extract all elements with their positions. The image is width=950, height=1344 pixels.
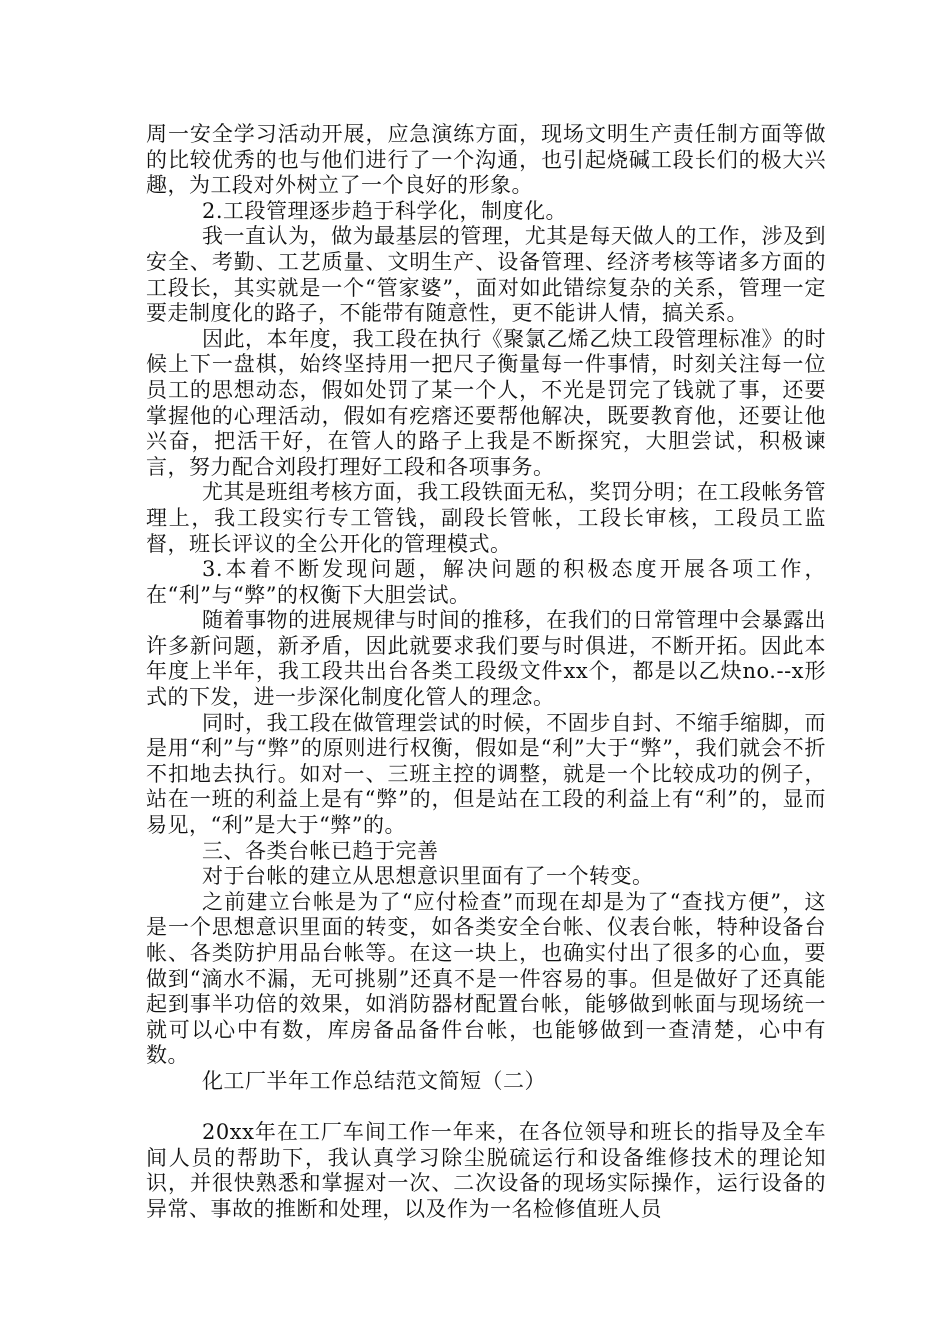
paragraph-workshop-year: 20xx年在工厂车间工作一年来，在各位领导和班长的指导及全车间人员的帮助下，我认真学习除尘脱硫运行和设备维修技术的理论知识，并很快熟悉和掌握对一次、二次设备的现场实际操作，运行设备的异常、事故的推断和处理，以及作为一名检修值班人员 xyxy=(146,1120,826,1221)
document-body xyxy=(146,122,826,1223)
paragraph-section-title: 化工厂半年工作总结范文简短（二） xyxy=(202,1068,546,1093)
paragraph-ledger-change: 对于台帐的建立从思想意识里面有了一个转变。 xyxy=(202,864,654,889)
paragraph-heading-ledgers: 三、各类台帐已趋于完善 xyxy=(202,838,439,863)
paragraph-assessment: 尤其是班组考核方面，我工段铁面无私，奖罚分明；在工段帐务管理上，我工段实行专工管钱，副段长管帐，工段长审核，工段员工监督，班长评议的全公开化的管理模式。 xyxy=(146,480,826,556)
paragraph-safety-exchange: 周一安全学习活动开展，应急演练方面，现场文明生产责任制方面等做的比较优秀的也与他们进行了一个沟通，也引起烧碱工段长们的极大兴趣，为工段对外树立了一个良好的形象。 xyxy=(146,122,826,198)
paragraph-heading-problems: 3.本着不断发现问题，解决问题的积极态度开展各项工作，在“利”与“弊”的权衡下大胆尝试。 xyxy=(146,557,826,607)
paragraph-heading-management: 2.工段管理逐步趋于科学化，制度化。 xyxy=(202,198,568,223)
blank-line xyxy=(146,1095,826,1121)
paragraph-management-view: 我一直认为，做为最基层的管理，尤其是每天做人的工作，涉及到安全、考勤、工艺质量、文明生产、设备管理、经济考核等诸多方面的工段长，其实就是一个“管家婆”，面对如此错综复杂的关系，管理一定要走制度化的路子，不能带有随意性，更不能讲人情，搞关系。 xyxy=(146,224,826,326)
paragraph-pros-cons: 同时，我工段在做管理尝试的时候，不固步自封、不缩手缩脚，而是用“利”与“弊”的原则进行权衡，假如是“利”大于“弊”，我们就会不折不扣地去执行。如对一、三班主控的调整，就是一个比较成功的例子，站在一班的利益上是有“弊”的，但是站在工段的利益上有“利”的，显而易见，“利”是大于“弊”的。 xyxy=(146,710,826,838)
paragraph-ledger-details: 之前建立台帐是为了“应付检查”而现在却是为了“查找方便”，这是一个思想意识里面的转变，如各类安全台帐、仪表台帐，特种设备台帐、各类防护用品台帐等。在这一块上，也确实付出了很多的心血，要做到“滴水不漏，无可挑剔”还真不是一件容易的事。但是做好了还真能起到事半功倍的效果，如消防器材配置台帐，能够做到帐面与现场统一就可以心中有数，库房备品备件台帐，也能够做到一查清楚，心中有数。 xyxy=(146,889,826,1068)
paragraph-standard-execution: 因此，本年度，我工段在执行《聚氯乙烯乙炔工段管理标准》的时候上下一盘棋，始终坚持用一把尺子衡量每一件事情，时刻关注每一位员工的思想动态，假如处罚了某一个人，不光是罚完了钱就了事，还要掌握他的心理活动，假如有疙瘩还要帮他解决，既要教育他，还要让他兴奋，把活干好，在管人的路子上我是不断探究，大胆尝试，积极谏言，努力配合刘段打理好工段和各项事务。 xyxy=(146,326,826,479)
paragraph-new-problems: 随着事物的进展规律与时间的推移，在我们的日常管理中会暴露出许多新问题，新矛盾，因此就要求我们要与时俱进，不断开拓。因此本年度上半年，我工段共出台各类工段级文件xx个，都是以乙炔no.--x形式的下发，进一步深化制度化管人的理念。 xyxy=(146,608,826,710)
